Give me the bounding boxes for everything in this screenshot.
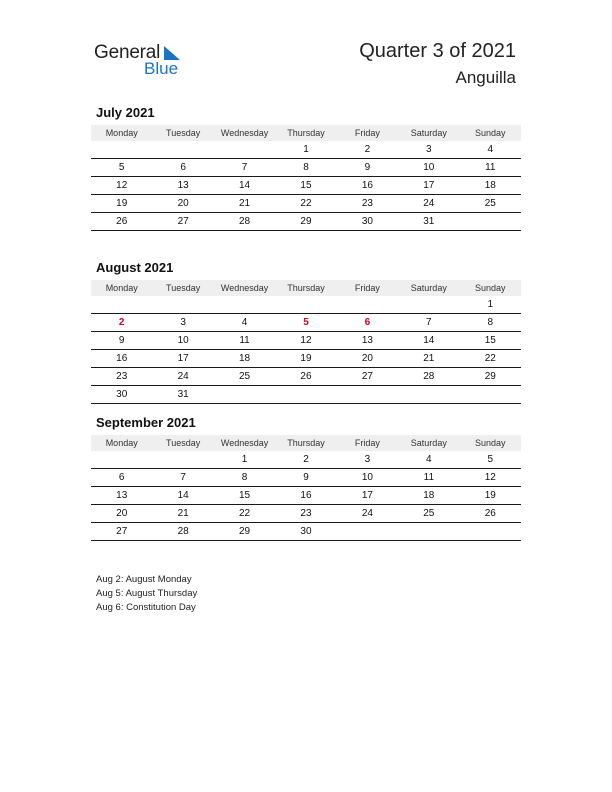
day-cell: 3 [152, 314, 213, 332]
day-cell: 24 [337, 505, 398, 523]
weekday-header: Wednesday [214, 435, 275, 451]
empty-day-cell [214, 141, 275, 159]
day-cell: 11 [214, 332, 275, 350]
empty-day-cell [91, 141, 152, 159]
day-cell: 2 [337, 141, 398, 159]
day-cell: 26 [460, 505, 521, 523]
day-cell: 7 [214, 159, 275, 177]
day-cell: 4 [460, 141, 521, 159]
empty-day-cell [398, 523, 459, 541]
day-cell: 27 [152, 213, 213, 231]
day-cell: 7 [398, 314, 459, 332]
day-cell: 17 [152, 350, 213, 368]
holiday-note: Aug 2: August Monday [96, 574, 192, 585]
day-cell: 16 [91, 350, 152, 368]
weekday-header: Tuesday [152, 125, 213, 141]
day-cell: 31 [398, 213, 459, 231]
day-cell: 18 [460, 177, 521, 195]
day-cell: 14 [398, 332, 459, 350]
empty-day-cell [460, 386, 521, 404]
logo-blue-text: Blue [144, 59, 179, 78]
week-row [91, 213, 521, 231]
day-cell: 31 [152, 386, 213, 404]
calendar-table [91, 280, 521, 404]
day-cell: 13 [91, 487, 152, 505]
day-cell: 2 [91, 314, 152, 332]
logo-general-text: General [94, 42, 161, 63]
weekday-header: Monday [91, 280, 152, 296]
day-cell: 12 [275, 332, 336, 350]
month-title: September 2021 [96, 415, 196, 430]
day-cell: 30 [337, 213, 398, 231]
day-cell: 20 [91, 505, 152, 523]
day-cell: 22 [275, 195, 336, 213]
weekday-header: Saturday [398, 125, 459, 141]
day-cell: 25 [460, 195, 521, 213]
day-cell: 26 [275, 368, 336, 386]
week-row [91, 177, 521, 195]
day-cell: 1 [214, 451, 275, 469]
empty-day-cell [398, 386, 459, 404]
day-cell: 20 [337, 350, 398, 368]
empty-day-cell [337, 296, 398, 314]
holiday-note: Aug 6: Constitution Day [96, 602, 196, 613]
weekday-header: Thursday [275, 125, 336, 141]
week-row [91, 296, 521, 314]
weekday-header: Saturday [398, 280, 459, 296]
day-cell: 1 [275, 141, 336, 159]
calendar-table [91, 125, 521, 231]
day-cell: 30 [91, 386, 152, 404]
weekday-header: Tuesday [152, 435, 213, 451]
day-cell: 7 [152, 469, 213, 487]
empty-day-cell [460, 523, 521, 541]
day-cell: 8 [460, 314, 521, 332]
weekday-header-row [91, 280, 521, 296]
day-cell: 27 [337, 368, 398, 386]
day-cell: 19 [91, 195, 152, 213]
day-cell: 17 [337, 487, 398, 505]
day-cell: 9 [337, 159, 398, 177]
day-cell: 6 [91, 469, 152, 487]
day-cell: 6 [337, 314, 398, 332]
day-cell: 8 [214, 469, 275, 487]
month-title: August 2021 [96, 260, 174, 275]
empty-day-cell [275, 386, 336, 404]
empty-day-cell [152, 296, 213, 314]
day-cell: 27 [91, 523, 152, 541]
day-cell: 23 [337, 195, 398, 213]
week-row [91, 523, 521, 541]
day-cell: 8 [275, 159, 336, 177]
day-cell: 18 [398, 487, 459, 505]
day-cell: 29 [214, 523, 275, 541]
day-cell: 20 [152, 195, 213, 213]
month-block-july [91, 104, 521, 231]
weekday-header: Monday [91, 125, 152, 141]
empty-day-cell [152, 141, 213, 159]
weekday-header: Thursday [275, 435, 336, 451]
day-cell: 1 [460, 296, 521, 314]
day-cell: 5 [460, 451, 521, 469]
week-row [91, 469, 521, 487]
week-row [91, 505, 521, 523]
weekday-header: Sunday [460, 435, 521, 451]
day-cell: 26 [91, 213, 152, 231]
generalblue-logo [94, 40, 194, 80]
day-cell: 21 [398, 350, 459, 368]
weekday-header-row [91, 125, 521, 141]
day-cell: 17 [398, 177, 459, 195]
day-cell: 24 [152, 368, 213, 386]
day-cell: 16 [337, 177, 398, 195]
empty-day-cell [460, 213, 521, 231]
day-cell: 2 [275, 451, 336, 469]
day-cell: 3 [398, 141, 459, 159]
day-cell: 15 [275, 177, 336, 195]
week-row [91, 451, 521, 469]
day-cell: 9 [275, 469, 336, 487]
day-cell: 16 [275, 487, 336, 505]
weekday-header: Saturday [398, 435, 459, 451]
day-cell: 23 [275, 505, 336, 523]
day-cell: 10 [337, 469, 398, 487]
day-cell: 22 [214, 505, 275, 523]
empty-day-cell [337, 523, 398, 541]
day-cell: 25 [398, 505, 459, 523]
day-cell: 21 [214, 195, 275, 213]
day-cell: 21 [152, 505, 213, 523]
month-title: July 2021 [96, 105, 155, 120]
day-cell: 14 [152, 487, 213, 505]
week-row [91, 332, 521, 350]
holiday-note: Aug 5: August Thursday [96, 588, 198, 599]
day-cell: 13 [337, 332, 398, 350]
empty-day-cell [275, 296, 336, 314]
day-cell: 19 [460, 487, 521, 505]
weekday-header: Friday [337, 280, 398, 296]
page-title: Quarter 3 of 2021 [359, 40, 516, 62]
day-cell: 15 [214, 487, 275, 505]
day-cell: 12 [460, 469, 521, 487]
day-cell: 24 [398, 195, 459, 213]
day-cell: 9 [91, 332, 152, 350]
day-cell: 4 [398, 451, 459, 469]
day-cell: 28 [398, 368, 459, 386]
day-cell: 12 [91, 177, 152, 195]
empty-day-cell [91, 296, 152, 314]
day-cell: 11 [460, 159, 521, 177]
day-cell: 18 [214, 350, 275, 368]
week-row [91, 368, 521, 386]
day-cell: 22 [460, 350, 521, 368]
day-cell: 28 [152, 523, 213, 541]
day-cell: 4 [214, 314, 275, 332]
weekday-header: Sunday [460, 125, 521, 141]
week-row [91, 314, 521, 332]
day-cell: 28 [214, 213, 275, 231]
empty-day-cell [337, 386, 398, 404]
weekday-header: Thursday [275, 280, 336, 296]
empty-day-cell [214, 386, 275, 404]
day-cell: 19 [275, 350, 336, 368]
day-cell: 13 [152, 177, 213, 195]
week-row [91, 141, 521, 159]
day-cell: 3 [337, 451, 398, 469]
day-cell: 10 [152, 332, 213, 350]
weekday-header: Wednesday [214, 280, 275, 296]
day-cell: 14 [214, 177, 275, 195]
weekday-header: Sunday [460, 280, 521, 296]
weekday-header: Wednesday [214, 125, 275, 141]
day-cell: 29 [275, 213, 336, 231]
day-cell: 15 [460, 332, 521, 350]
calendar-table [91, 435, 521, 541]
holiday-notes [96, 573, 197, 615]
empty-day-cell [152, 451, 213, 469]
weekday-header: Friday [337, 435, 398, 451]
empty-day-cell [91, 451, 152, 469]
day-cell: 5 [91, 159, 152, 177]
day-cell: 11 [398, 469, 459, 487]
month-block-september [91, 414, 521, 541]
week-row [91, 386, 521, 404]
weekday-header-row [91, 435, 521, 451]
empty-day-cell [214, 296, 275, 314]
week-row [91, 487, 521, 505]
weekday-header: Monday [91, 435, 152, 451]
week-row [91, 195, 521, 213]
day-cell: 23 [91, 368, 152, 386]
week-row [91, 159, 521, 177]
day-cell: 6 [152, 159, 213, 177]
empty-day-cell [398, 296, 459, 314]
country-name: Anguilla [455, 68, 516, 87]
day-cell: 29 [460, 368, 521, 386]
day-cell: 10 [398, 159, 459, 177]
day-cell: 25 [214, 368, 275, 386]
weekday-header: Tuesday [152, 280, 213, 296]
month-block-august [91, 259, 521, 404]
week-row [91, 350, 521, 368]
day-cell: 30 [275, 523, 336, 541]
day-cell: 5 [275, 314, 336, 332]
weekday-header: Friday [337, 125, 398, 141]
